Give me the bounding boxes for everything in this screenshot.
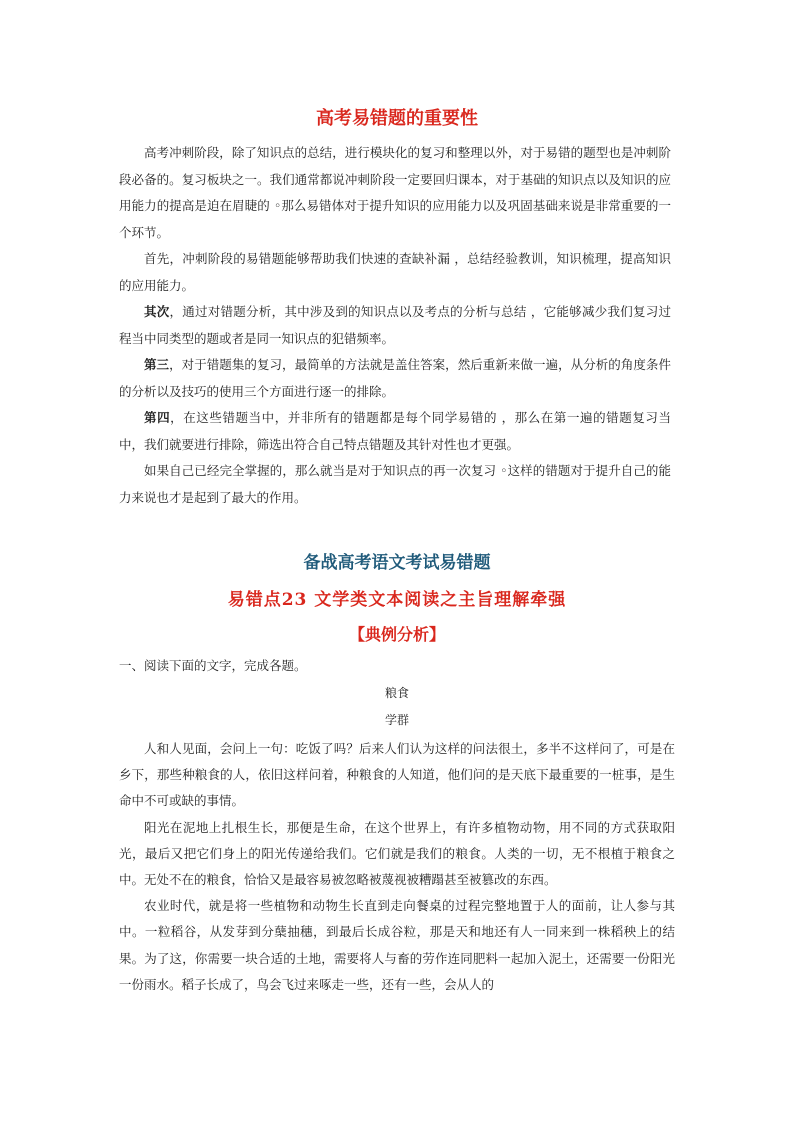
example-heading: 【典例分析】 [348,625,445,644]
paragraph-text: 如果自己已经完全掌握的，那么就当是对于知识点的再一次复习 ◦这样的错题对于提升自己的能力来说也才是起到了最大的作用。 [119,463,671,505]
article-paragraph: 阳光在泥地上扎根生长，那便是生命，在这个世界上，有许多植物动物，用不同的方式获取阳光，最后又把它们身上的阳光传递给我们。它们就是我们的粮食。人类的一切，无不根植于粮食之中。无处不在的粮食，恰恰又是最容易被忽略被蔑视被糟蹋甚至被篡改的东西。 [119,819,675,888]
paragraph-text: ，在这些错题当中，并非所有的错题都是每个同学易错的 ，那么在第一遍的错题复习当中，我们就要进行排除，筛选出符合自己特点错题及其针对性也才更强。 [119,410,671,452]
intro-paragraph [119,352,671,405]
intro-paragraph [119,458,671,511]
article-title: 粮食 [384,686,409,700]
paragraph-text: 高考冲刺阶段，除了知识点的总结，进行模块化的复习和整理以外，对于易错的题型也是冲刺阶段必备的。复习板块之一。我们通常都说冲刺阶段一定要回归课本，对于基础的知识点以及知识的应用能力的提高是迫在眉睫的 ◦那么易错体对于提升知识的应用能力以及巩固基础来说是非常重要的一个环节。 [119,145,671,240]
question-intro: 一、阅读下面的文字，完成各题。 [119,658,307,673]
paragraph-lead: 第三 [144,357,170,372]
paragraph-text: ，通过对错题分析，其中涉及到的知识点以及考点的分析与总结 ，它能够减少我们复习过程当中同类型的题或者是同一知识点的犯错频率。 [119,304,671,346]
intro-paragraph [119,246,671,299]
article-paragraph: 人和人见面，会问上一句：吃饭了吗？后来人们认为这样的问法很土，多半不这样问了，可是在乡下，那些种粮食的人，依旧这样问着，种粮食的人知道，他们问的是天底下最重要的一桩事，是生命中不可或缺的事情。 [119,741,675,809]
intro-paragraph [119,405,671,458]
intro-section [119,140,671,511]
section-heading: 备战高考语文考试易错题 [303,553,491,573]
article-paragraph: 农业时代，就是将一些植物和动物生长直到走向餐桌的过程完整地置于人的面前，让人参与其中。一粒稻谷，从发芽到分蘖抽穗，到最后长成谷粒，那是天和地还有人一同来到一株稻秧上的结果。为了这，你需要一块合适的土地，需要将人与畜的劳作连同肥料一起加入泥土，还需要一份阳光一份雨水。稻子长成了，鸟会飞过来啄走一些，还有一些，会从人的 [119,898,675,992]
article-author: 学群 [384,713,409,727]
point-heading: 易错点23 文学类文本阅读之主旨理解牵强 [227,590,567,610]
paragraph-text: 首先，冲刺阶段的易错题能够帮助我们快速的查缺补漏 ，总结经验教训，知识梳理，提高知识的应用能力。 [119,251,671,293]
paragraph-lead: 第四 [144,410,171,425]
paragraph-lead: 其次 [144,304,170,319]
article-body [119,736,675,998]
paragraph-text: ，对于错题集的复习，最简单的方法就是盖住答案，然后重新来做一遍，从分析的角度条件的分析以及技巧的使用三个方面进行逐一的排除。 [119,357,671,399]
intro-paragraph [119,299,671,352]
intro-paragraph [119,140,671,246]
document-title: 高考易错题的重要性 [316,108,478,129]
